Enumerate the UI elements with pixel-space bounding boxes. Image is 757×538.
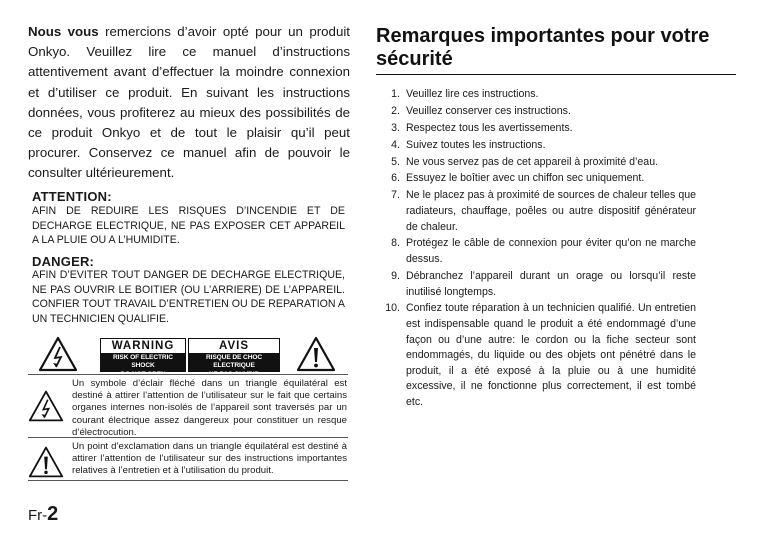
lightning-explanation <box>28 378 348 436</box>
list-item: 5. Ne vous servez pas de cet appareil à proximité d’eau. <box>391 155 659 168</box>
exclamation-explanation-text: Un point d’exclamation dans un triangle équilatéral est destiné à attirer l’attention de l’utilisateur sur des instructions importantes relatives à l’entretien et à l’utilisation du produit. <box>72 441 347 477</box>
avis-label-title: AVIS <box>189 339 279 353</box>
warning-label-line2: DO NOT OPEN <box>120 370 166 378</box>
divider <box>28 480 348 481</box>
attention-title: ATTENTION: <box>32 189 112 204</box>
list-item: 7. Ne le placez pas à proximité de sources de chaleur telles que radiateurs, chauffage, poêles ou autre dispositif générateur de chaleur. <box>391 189 696 233</box>
warning-label-row <box>38 336 350 378</box>
divider <box>28 374 348 375</box>
list-item: 6. Essuyez le boîtier avec un chiffon sec uniquement. <box>391 172 645 185</box>
list-item: 9. Débranchez l’appareil durant un orage ou lorsqu’il reste inutilisé longtemps. <box>391 269 696 298</box>
page-number <box>28 503 58 526</box>
warning-label <box>100 338 186 378</box>
exclamation-explanation <box>28 441 348 481</box>
section-title: Remarques importantes pour votre sécurité <box>376 25 736 75</box>
intro-paragraph <box>28 22 350 184</box>
list-item: 2. Veuillez conserver ces instructions. <box>391 104 571 117</box>
divider <box>28 437 348 438</box>
exclamation-triangle-icon <box>296 336 336 372</box>
attention-body: AFIN DE REDUIRE LES RISQUES D’INCENDIE ET DE DECHARGE ELECTRIQUE, NE PAS EXPOSER CET APPAREIL A LA PLUIE OU A L’HUMIDITE. <box>32 205 345 247</box>
list-item: 8. Protégez le câble de connexion pour éviter qu’on ne marche dessus. <box>391 237 696 266</box>
list-item: 10. Confiez toute réparation à un technicien qualifié. Un entretien est indispensable quand le produit a été endommagé d’une façon ou d’une autre: le cordon ou la fiche secteur sont endommagés, du liquide ou des objets ont pénétré dans le produit, il a été exposé à la pluie ou à une humidité excessive, il ne fonctionne plus correctement, il est tombé etc. <box>385 302 696 408</box>
lightning-triangle-icon <box>28 388 64 424</box>
intro-lead: Nous vous <box>28 24 99 39</box>
warning-label-title: WARNING <box>101 339 185 353</box>
lightning-triangle-icon <box>38 336 78 372</box>
page-number-value: 2 <box>47 503 59 525</box>
list-item: 1. Veuillez lire ces instructions. <box>391 88 539 100</box>
intro-text: remercions d’avoir opté pour un produit Onkyo. Veuillez lire ce manuel d’instructions attentivement avant d’effectuer la moindre connexion et d’utiliser ce produit. En suivant les instructions données, vous profiterez au mieux des possibilités de ce produit Onkyo et de tout le plaisir qu’il peut procurer. Conservez ce manuel afin de pouvoir le consulter ultérieurement. <box>28 24 350 181</box>
avis-label-line1: RISQUE DE CHOC ELECTRIQUE <box>205 353 263 370</box>
exclamation-triangle-icon <box>28 445 64 479</box>
lightning-explanation-text: Un symbole d’éclair fléché dans un triangle équilatéral est destiné à attirer l’attention de l’utilisateur sur le fait que certains organes internes non-isolés de l’appareil sont traversés par un courant électrique assez dangereux pour constituer un resque d’électrocution. <box>72 378 347 438</box>
safety-list <box>376 87 696 412</box>
danger-body: AFIN D’EVITER TOUT DANGER DE DECHARGE ELECTRIQUE, NE PAS OUVRIR LE BOITIER (OU L’ARRIERE) DE L’APPAREIL. CONFIER TOUT TRAVAIL D’ENTRETIEN OU DE REPARATION A UN TECHNICIEN QUALIFIE. <box>32 269 345 325</box>
list-item: 4. Suivez toutes les instructions. <box>391 138 546 151</box>
list-item: 3. Respectez tous les avertissements. <box>391 121 573 134</box>
avis-label <box>188 338 280 378</box>
warning-label-line1: RISK OF ELECTRIC SHOCK <box>113 353 173 370</box>
danger-title: DANGER: <box>32 254 95 269</box>
page-prefix: Fr- <box>28 507 48 524</box>
avis-label-line2: NE PAS OUVRIR <box>208 370 260 378</box>
